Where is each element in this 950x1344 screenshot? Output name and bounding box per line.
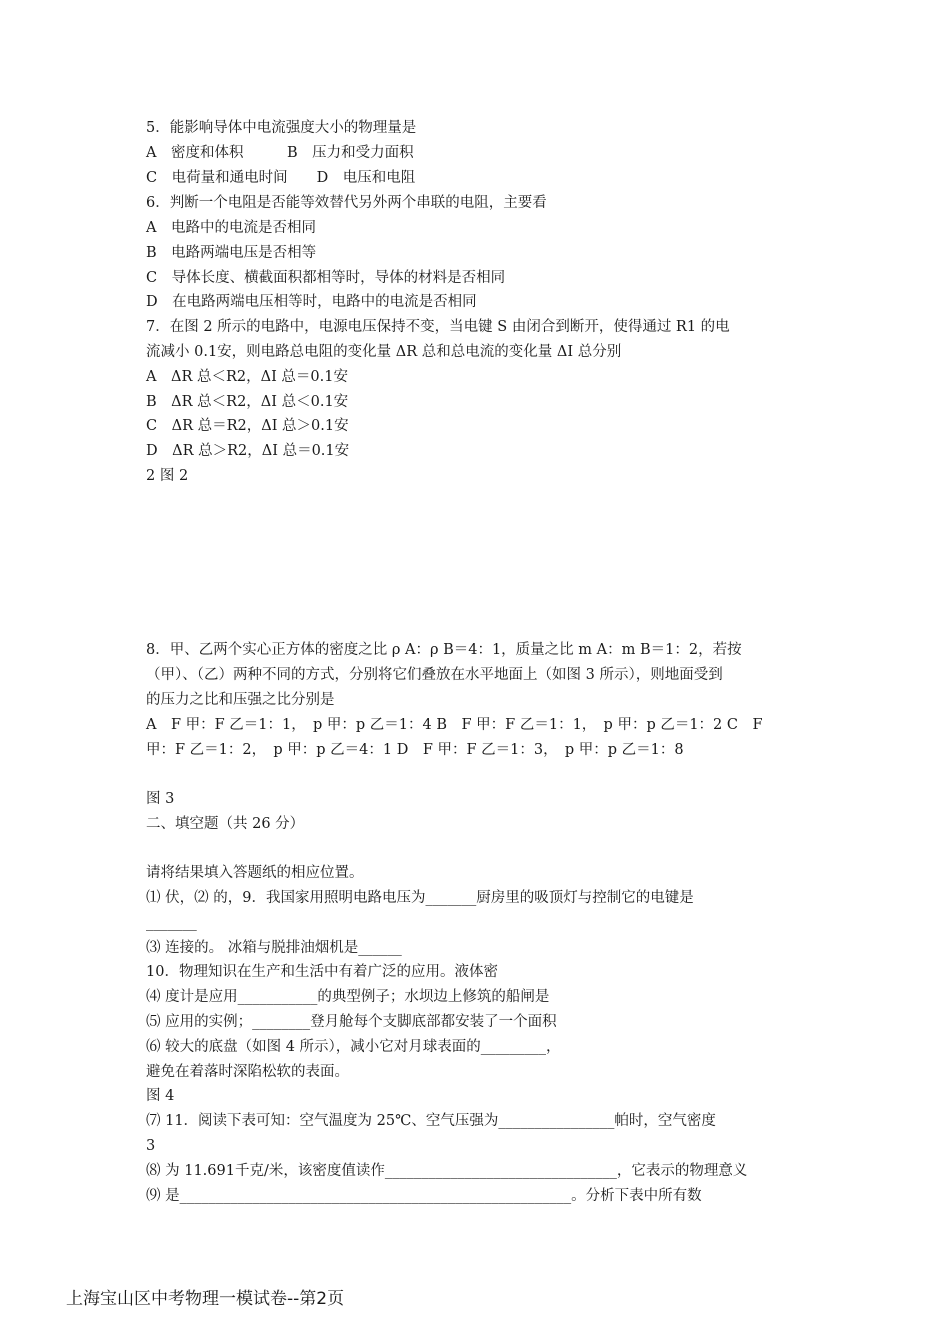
q5-options-cd: C 电荷量和通电时间 D 电压和电阻 [146, 170, 416, 186]
q7-option-b: B ΔR 总＜R2，ΔI 总＜0.1安 [146, 394, 349, 410]
q5-stem: 5．能影响导体中电流强度大小的物理量是 [146, 120, 417, 136]
q7-option-a: A ΔR 总＜R2，ΔI 总＝0.1安 [146, 369, 348, 385]
q5-options-ab: A 密度和体积 B 压力和受力面积 [146, 145, 414, 161]
q6-option-d: D 在电路两端电压相等时，电路中的电流是否相同 [146, 294, 477, 310]
figure-2-caption: 2 图 2 [146, 468, 189, 484]
q7-stem-line-1: 7．在图 2 所示的电路中，电源电压保持不变，当电键 S 由闭合到断开，使得通过 R1 的电 [146, 319, 730, 335]
q6-option-a: A 电路中的电流是否相同 [146, 220, 316, 236]
q9-blank: _______ [146, 915, 197, 931]
q11-line-3: ⑼ 是______________________________________________________。分析下表中所有数 [146, 1188, 702, 1204]
section-2-heading: 二、填空题（共 26 分） [146, 816, 305, 832]
q7-option-d: D ΔR 总＞R2，ΔI 总＝0.1安 [146, 443, 350, 459]
q7-stem-line-2: 流减小 0.1安，则电路总电阻的变化量 ΔR 总和总电流的变化量 ΔI 总分别 [146, 344, 622, 360]
q11-superscript: 3 [146, 1138, 156, 1154]
q11-line-1: ⑺ 11．阅读下表可知：空气温度为 25℃、空气压强为________________帕时，空气密度 [146, 1113, 716, 1129]
section-2-instruction: 请将结果填入答题纸的相应位置。 [146, 865, 364, 881]
q8-options-line-1: A F 甲：F 乙＝1：1， p 甲：p 乙＝1：4 B F 甲：F 乙＝1：1， p 甲：p 乙＝1：2 C F [146, 717, 763, 733]
q6-stem: 6．判断一个电阻是否能等效替代另外两个串联的电阻，主要看 [146, 195, 547, 211]
q6-option-b: B 电路两端电压是否相等 [146, 245, 317, 261]
q6-option-c: C 导体长度、横截面积都相等时，导体的材料是否相同 [146, 270, 506, 286]
q8-stem-line-2: （甲）、（乙）两种不同的方式，分别将它们叠放在水平地面上（如图 3 所示），则地面受到 [146, 667, 723, 683]
q10-line-3: ⑸ 应用的实例；________登月舱每个支脚底部都安装了一个面积 [146, 1014, 557, 1030]
page-footer: 上海宝山区中考物理一模试卷--第2页 [66, 1289, 345, 1309]
q10-line-2: ⑷ 度计是应用___________的典型例子；水坝边上修筑的船闸是 [146, 989, 550, 1005]
q8-stem-line-1: 8．甲、乙两个实心正方体的密度之比 ρ A：ρ B＝4：1，质量之比 m A：m B＝1：2，若按 [146, 642, 742, 658]
q10-line-1: 10．物理知识在生产和生活中有着广泛的应用。液体密 [146, 964, 498, 980]
q10-line-4: ⑹ 较大的底盘（如图 4 所示），减小它对月球表面的_________， [146, 1039, 561, 1055]
figure-4-caption: 图 4 [146, 1088, 175, 1104]
figure-3-caption: 图 3 [146, 791, 175, 807]
q9-line-2: ⑶ 连接的。 冰箱与脱排油烟机是______ [146, 940, 402, 956]
q9-line-1: ⑴ 伏，⑵ 的，9．我国家用照明电路电压为_______厨房里的吸顶灯与控制它的电键是 [146, 890, 694, 906]
q11-line-2: ⑻ 为 11.691千克/米，该密度值读作________________________________，它表示的物理意义 [146, 1163, 748, 1179]
q8-options-line-2: 甲：F 乙＝1：2， p 甲：p 乙＝4：1 D F 甲：F 乙＝1：3， p 甲：p 乙＝1：8 [146, 742, 684, 758]
q10-line-5: 避免在着落时深陷松软的表面。 [146, 1064, 349, 1080]
q7-option-c: C ΔR 总＝R2，ΔI 总＞0.1安 [146, 418, 349, 434]
q8-stem-line-3: 的压力之比和压强之比分别是 [146, 692, 335, 708]
